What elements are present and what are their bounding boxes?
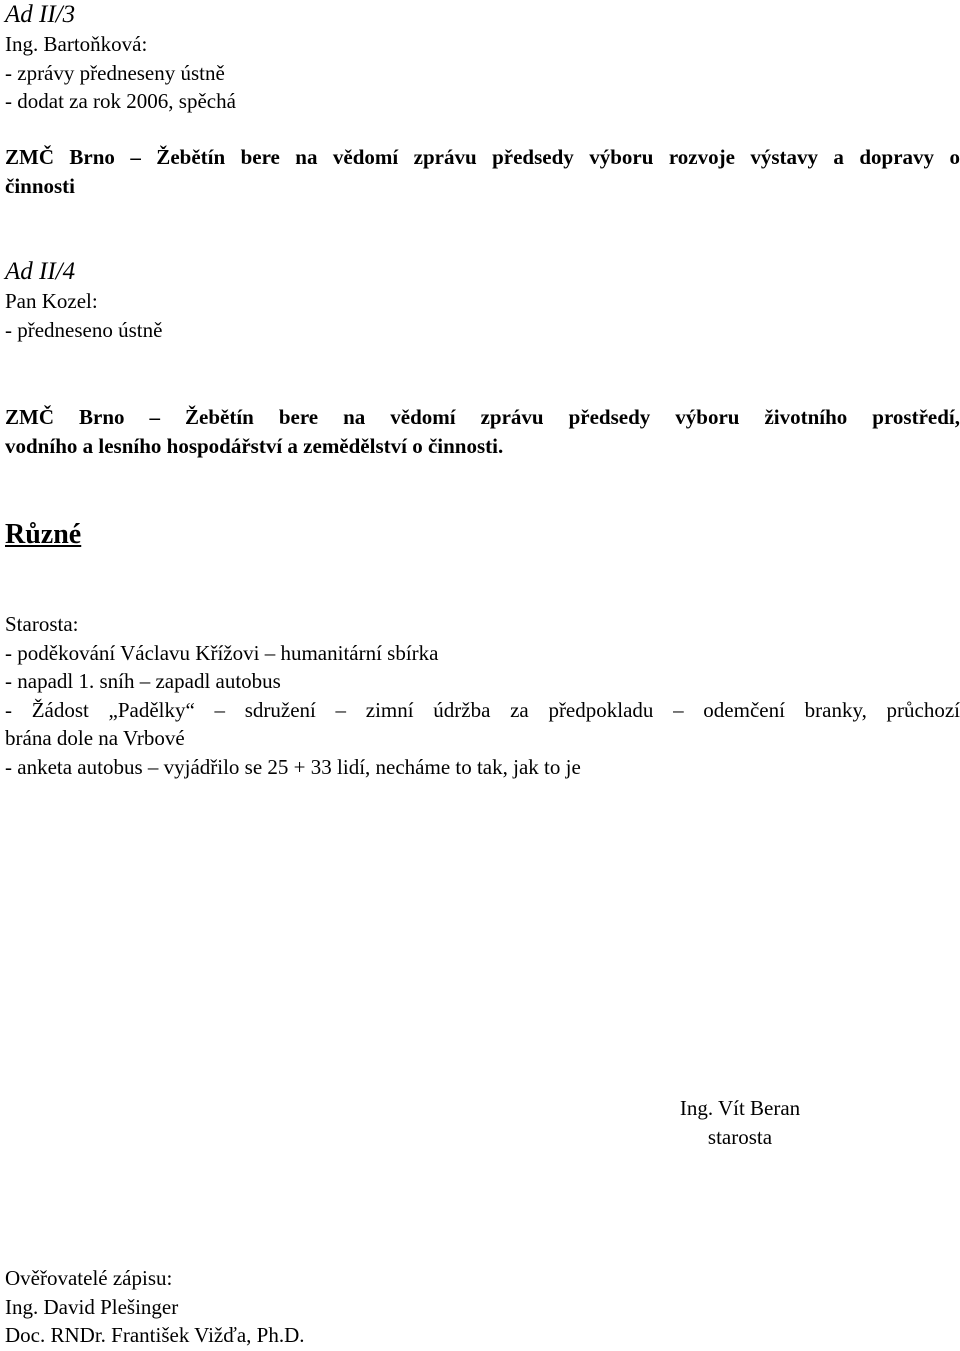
- list-item: - napadl 1. sníh – zapadl autobus: [5, 669, 281, 693]
- resolution-ii3: [5, 143, 960, 200]
- misc-body: [5, 610, 960, 781]
- list-item: - dodat za rok 2006, spěchá: [5, 89, 236, 113]
- section-ad-ii3: [5, 0, 960, 116]
- resolution-line: ZMČ Brno – Žebětín bere na vědomí zprávu předsedy výboru rozvoje výstavy a dopravy o: [5, 145, 960, 169]
- list-item: - zprávy předneseny ústně: [5, 60, 225, 85]
- verifier-name: Doc. RNDr. František Vižďa, Ph.D.: [5, 1323, 305, 1347]
- signatory-name: Ing. Vít Beran: [679, 1096, 801, 1120]
- speaker-label: Starosta:: [5, 612, 79, 636]
- list-item: - poděkování Václavu Křížovi – humanitární sbírka: [5, 640, 439, 665]
- section-misc: [5, 518, 960, 552]
- signature-block: [620, 1094, 860, 1151]
- list-item: - Žádost „Padělky“ – sdružení – zimní údržba za předpokladu – odemčení branky, průchozí: [5, 697, 960, 722]
- verifiers-label: Ověřovatelé zápisu:: [5, 1266, 173, 1290]
- resolution-line: činnosti: [5, 173, 76, 198]
- speaker-label: Ing. Bartoňková:: [5, 32, 148, 56]
- list-item: - předneseno ústně: [5, 317, 163, 342]
- section-title: Různé: [5, 519, 82, 550]
- speaker-label: Pan Kozel:: [5, 289, 98, 313]
- section-heading: Ad II/3: [5, 1, 76, 28]
- signatory-role: starosta: [707, 1124, 773, 1149]
- resolution-line: ZMČ Brno – Žebětín bere na vědomí zprávu předsedy výboru životního prostředí,: [5, 405, 960, 429]
- verifier-name: Ing. David Plešinger: [5, 1294, 179, 1319]
- resolution-ii4: [5, 403, 960, 460]
- resolution-line: vodního a lesního hospodářství a zemědělství o činnosti.: [5, 433, 504, 458]
- verifiers-block: [5, 1264, 960, 1350]
- section-heading: Ad II/4: [5, 258, 76, 285]
- list-item: - anketa autobus – vyjádřilo se 25 + 33 lidí, necháme to tak, jak to je: [5, 754, 581, 779]
- list-item-continuation: brána dole na Vrbové: [5, 726, 185, 750]
- section-ad-ii4: [5, 257, 960, 344]
